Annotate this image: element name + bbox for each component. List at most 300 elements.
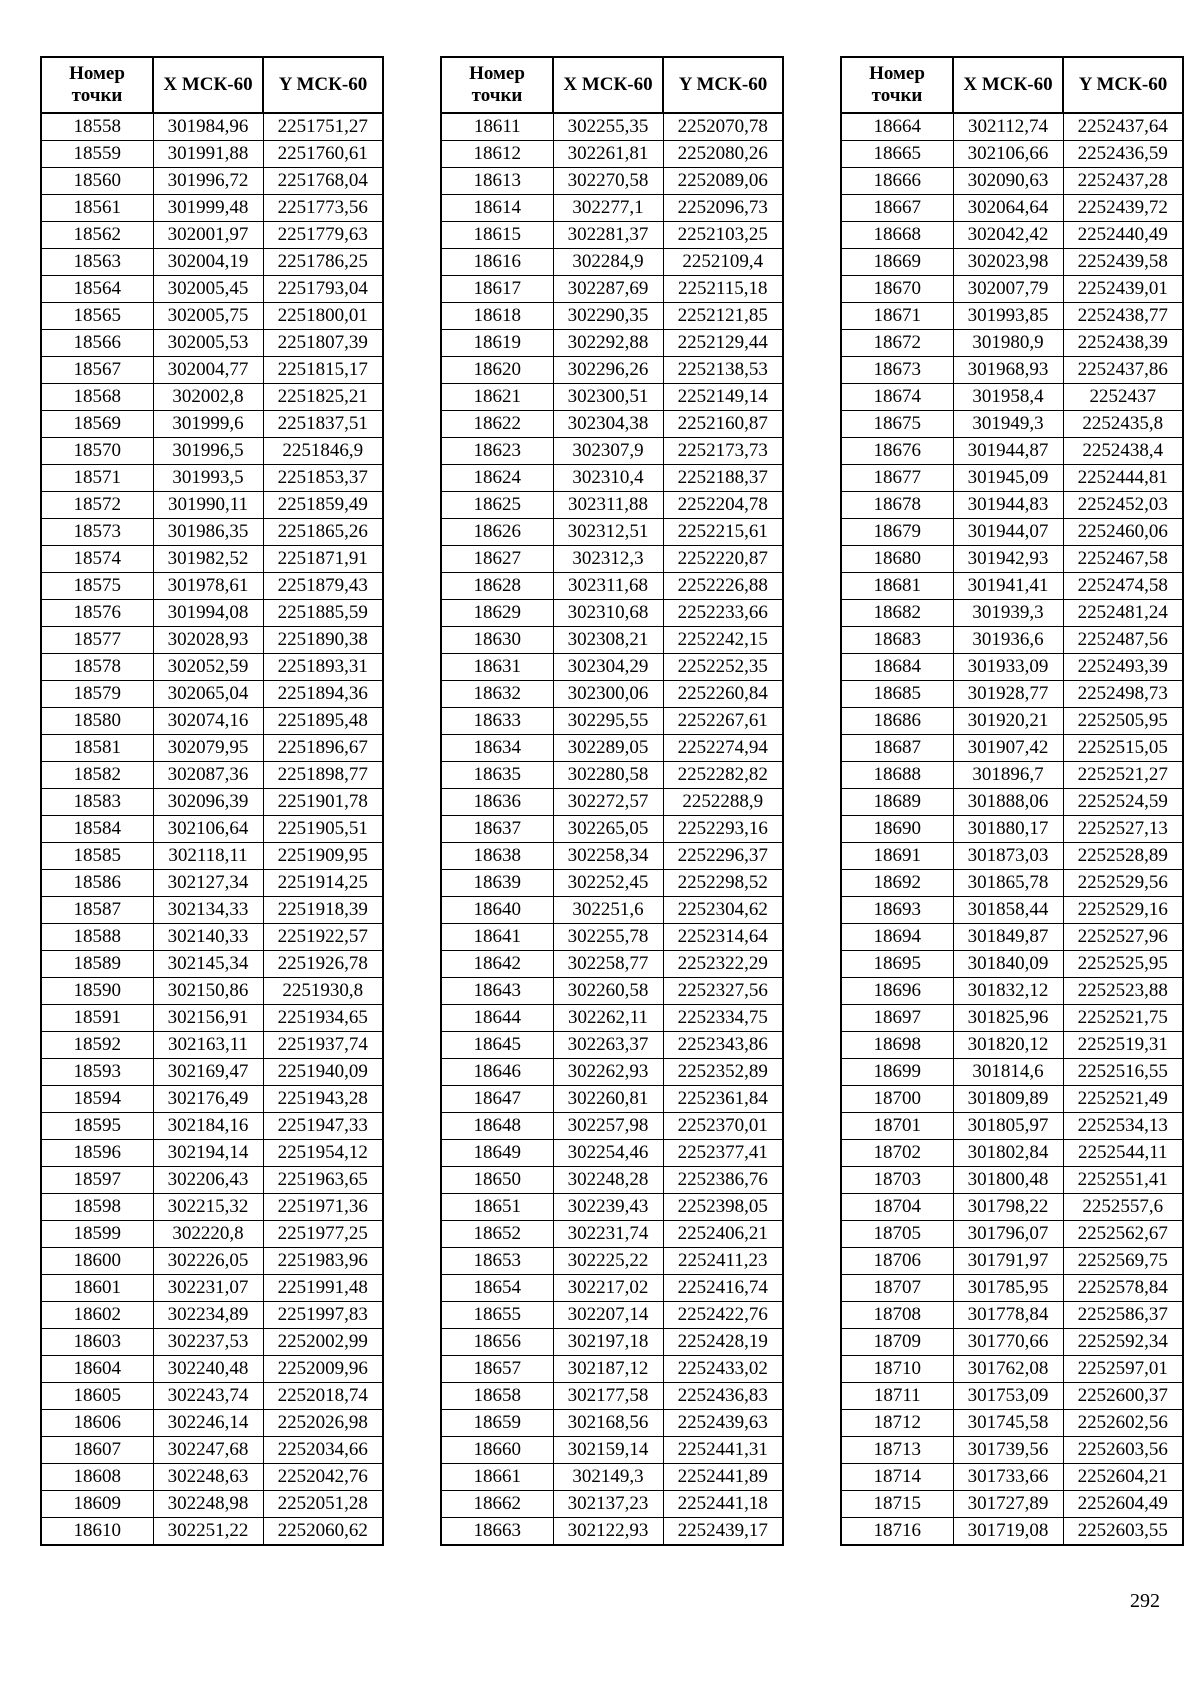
y-coordinate-cell: 2252204,78 (663, 492, 783, 519)
table-row (41, 789, 383, 816)
y-coordinate-cell: 2252002,99 (263, 1329, 383, 1356)
table-row (441, 870, 783, 897)
x-coordinate-cell: 302118,11 (153, 843, 263, 870)
point-number-cell: 18589 (41, 951, 153, 978)
y-coordinate-cell: 2252288,9 (663, 789, 783, 816)
header-point-number: Номер точки (841, 57, 953, 113)
point-number-cell: 18650 (441, 1167, 553, 1194)
x-coordinate-cell: 302225,22 (553, 1248, 663, 1275)
x-coordinate-cell: 302300,06 (553, 681, 663, 708)
header-x: X МСК-60 (553, 57, 663, 113)
point-number-cell: 18624 (441, 465, 553, 492)
point-number-cell: 18584 (41, 816, 153, 843)
x-coordinate-cell: 302042,42 (953, 222, 1063, 249)
point-number-cell: 18636 (441, 789, 553, 816)
point-number-cell: 18594 (41, 1086, 153, 1113)
x-coordinate-cell: 301791,97 (953, 1248, 1063, 1275)
point-number-cell: 18697 (841, 1005, 953, 1032)
y-coordinate-cell: 2251896,67 (263, 735, 383, 762)
x-coordinate-cell: 302226,05 (153, 1248, 263, 1275)
y-coordinate-cell: 2252569,75 (1063, 1248, 1183, 1275)
point-number-cell: 18617 (441, 276, 553, 303)
y-coordinate-cell: 2252534,13 (1063, 1113, 1183, 1140)
x-coordinate-cell: 302106,66 (953, 141, 1063, 168)
point-number-cell: 18649 (441, 1140, 553, 1167)
table-row (441, 843, 783, 870)
table-row (441, 951, 783, 978)
y-coordinate-cell: 2251890,38 (263, 627, 383, 654)
x-coordinate-cell: 302163,11 (153, 1032, 263, 1059)
point-number-cell: 18628 (441, 573, 553, 600)
x-coordinate-cell: 302265,05 (553, 816, 663, 843)
point-number-cell: 18669 (841, 249, 953, 276)
x-coordinate-cell: 302169,47 (153, 1059, 263, 1086)
y-coordinate-cell: 2252138,53 (663, 357, 783, 384)
y-coordinate-cell: 2252274,94 (663, 735, 783, 762)
point-number-cell: 18590 (41, 978, 153, 1005)
point-number-cell: 18661 (441, 1464, 553, 1491)
table-row (41, 897, 383, 924)
y-coordinate-cell: 2252322,29 (663, 951, 783, 978)
y-coordinate-cell: 2252562,67 (1063, 1221, 1183, 1248)
table-row (841, 1410, 1183, 1437)
table-row (441, 330, 783, 357)
point-number-cell: 18622 (441, 411, 553, 438)
x-coordinate-cell: 301993,85 (953, 303, 1063, 330)
table-row (841, 195, 1183, 222)
point-number-cell: 18570 (41, 438, 153, 465)
point-number-cell: 18675 (841, 411, 953, 438)
table-row (441, 1275, 783, 1302)
point-number-cell: 18580 (41, 708, 153, 735)
point-number-cell: 18631 (441, 654, 553, 681)
point-number-cell: 18687 (841, 735, 953, 762)
x-coordinate-cell: 302312,3 (553, 546, 663, 573)
point-number-cell: 18677 (841, 465, 953, 492)
table-row (41, 1167, 383, 1194)
y-coordinate-cell: 2251779,63 (263, 222, 383, 249)
y-coordinate-cell: 2252252,35 (663, 654, 783, 681)
y-coordinate-cell: 2252436,59 (1063, 141, 1183, 168)
y-coordinate-cell: 2252441,89 (663, 1464, 783, 1491)
point-number-cell: 18633 (441, 708, 553, 735)
table-row (41, 1248, 383, 1275)
table-row (841, 1113, 1183, 1140)
y-coordinate-cell: 2252438,39 (1063, 330, 1183, 357)
point-number-cell: 18688 (841, 762, 953, 789)
point-number-cell: 18572 (41, 492, 153, 519)
table-row (41, 1356, 383, 1383)
y-coordinate-cell: 2252437,64 (1063, 113, 1183, 141)
point-number-cell: 18695 (841, 951, 953, 978)
y-coordinate-cell: 2252089,06 (663, 168, 783, 195)
table-row (841, 1086, 1183, 1113)
table-row (41, 600, 383, 627)
point-number-cell: 18604 (41, 1356, 153, 1383)
point-number-cell: 18653 (441, 1248, 553, 1275)
point-number-cell: 18610 (41, 1518, 153, 1546)
y-coordinate-cell: 2252481,24 (1063, 600, 1183, 627)
point-number-cell: 18681 (841, 573, 953, 600)
x-coordinate-cell: 302184,16 (153, 1113, 263, 1140)
table-row (841, 1275, 1183, 1302)
point-number-cell: 18565 (41, 303, 153, 330)
y-coordinate-cell: 2251837,51 (263, 411, 383, 438)
table-row (441, 438, 783, 465)
point-number-cell: 18600 (41, 1248, 153, 1275)
table-row (441, 492, 783, 519)
y-coordinate-cell: 2252267,61 (663, 708, 783, 735)
y-coordinate-cell: 2251983,96 (263, 1248, 383, 1275)
y-coordinate-cell: 2252109,4 (663, 249, 783, 276)
table-row (841, 1518, 1183, 1546)
x-coordinate-cell: 302140,33 (153, 924, 263, 951)
point-number-cell: 18664 (841, 113, 953, 141)
table-row (441, 276, 783, 303)
table-row (41, 546, 383, 573)
header-y: Y МСК-60 (263, 57, 383, 113)
y-coordinate-cell: 2252525,95 (1063, 951, 1183, 978)
table-row (441, 1005, 783, 1032)
table-row (41, 249, 383, 276)
y-coordinate-cell: 2251905,51 (263, 816, 383, 843)
table-row (441, 762, 783, 789)
x-coordinate-cell: 302252,45 (553, 870, 663, 897)
y-coordinate-cell: 2251859,49 (263, 492, 383, 519)
header-point-number: Номер точки (41, 57, 153, 113)
x-coordinate-cell: 302304,29 (553, 654, 663, 681)
y-coordinate-cell: 2252428,19 (663, 1329, 783, 1356)
point-number-cell: 18612 (441, 141, 553, 168)
table-row (841, 951, 1183, 978)
x-coordinate-cell: 302005,45 (153, 276, 263, 303)
point-number-cell: 18676 (841, 438, 953, 465)
x-coordinate-cell: 302246,14 (153, 1410, 263, 1437)
table-row (41, 978, 383, 1005)
point-number-cell: 18652 (441, 1221, 553, 1248)
y-coordinate-cell: 2252527,13 (1063, 816, 1183, 843)
y-coordinate-cell: 2251909,95 (263, 843, 383, 870)
point-number-cell: 18660 (441, 1437, 553, 1464)
y-coordinate-cell: 2251926,78 (263, 951, 383, 978)
x-coordinate-cell: 302052,59 (153, 654, 263, 681)
table-row (441, 113, 783, 141)
y-coordinate-cell: 2252422,76 (663, 1302, 783, 1329)
point-number-cell: 18632 (441, 681, 553, 708)
x-coordinate-cell: 302149,3 (553, 1464, 663, 1491)
table-row (41, 1086, 383, 1113)
x-coordinate-cell: 301800,48 (953, 1167, 1063, 1194)
y-coordinate-cell: 2252343,86 (663, 1032, 783, 1059)
table-row (41, 357, 383, 384)
x-coordinate-cell: 302007,79 (953, 276, 1063, 303)
point-number-cell: 18657 (441, 1356, 553, 1383)
y-coordinate-cell: 2252551,41 (1063, 1167, 1183, 1194)
table-row (841, 843, 1183, 870)
table-row (841, 1302, 1183, 1329)
point-number-cell: 18670 (841, 276, 953, 303)
x-coordinate-cell: 302005,75 (153, 303, 263, 330)
point-number-cell: 18679 (841, 519, 953, 546)
point-number-cell: 18639 (441, 870, 553, 897)
table-row (41, 1059, 383, 1086)
point-number-cell: 18625 (441, 492, 553, 519)
table-row (41, 276, 383, 303)
x-coordinate-cell: 301880,17 (953, 816, 1063, 843)
page-number: 292 (1130, 1590, 1160, 1612)
x-coordinate-cell: 302284,9 (553, 249, 663, 276)
point-number-cell: 18680 (841, 546, 953, 573)
table-row (841, 384, 1183, 411)
x-coordinate-cell: 302263,37 (553, 1032, 663, 1059)
y-coordinate-cell: 2252505,95 (1063, 708, 1183, 735)
table-row (41, 1464, 383, 1491)
table-row (841, 222, 1183, 249)
y-coordinate-cell: 2252070,78 (663, 113, 783, 141)
table-row (841, 1491, 1183, 1518)
y-coordinate-cell: 2252334,75 (663, 1005, 783, 1032)
table-row (41, 573, 383, 600)
table-row (41, 1491, 383, 1518)
point-number-cell: 18603 (41, 1329, 153, 1356)
table-row (41, 1140, 383, 1167)
y-coordinate-cell: 2252009,96 (263, 1356, 383, 1383)
point-number-cell: 18708 (841, 1302, 953, 1329)
point-number-cell: 18692 (841, 870, 953, 897)
x-coordinate-cell: 301762,08 (953, 1356, 1063, 1383)
y-coordinate-cell: 2251807,39 (263, 330, 383, 357)
y-coordinate-cell: 2252498,73 (1063, 681, 1183, 708)
y-coordinate-cell: 2252460,06 (1063, 519, 1183, 546)
x-coordinate-cell: 302308,21 (553, 627, 663, 654)
x-coordinate-cell: 301832,12 (953, 978, 1063, 1005)
point-number-cell: 18634 (441, 735, 553, 762)
y-coordinate-cell: 2252026,98 (263, 1410, 383, 1437)
x-coordinate-cell: 301990,11 (153, 492, 263, 519)
x-coordinate-cell: 302248,28 (553, 1167, 663, 1194)
table-row (841, 438, 1183, 465)
y-coordinate-cell: 2252293,16 (663, 816, 783, 843)
point-number-cell: 18698 (841, 1032, 953, 1059)
point-number-cell: 18591 (41, 1005, 153, 1032)
x-coordinate-cell: 302176,49 (153, 1086, 263, 1113)
table-row (441, 1113, 783, 1140)
point-number-cell: 18646 (441, 1059, 553, 1086)
x-coordinate-cell: 301968,93 (953, 357, 1063, 384)
point-number-cell: 18645 (441, 1032, 553, 1059)
point-number-cell: 18641 (441, 924, 553, 951)
y-coordinate-cell: 2252440,49 (1063, 222, 1183, 249)
point-number-cell: 18574 (41, 546, 153, 573)
x-coordinate-cell: 301753,09 (953, 1383, 1063, 1410)
x-coordinate-cell: 302145,34 (153, 951, 263, 978)
table-row (841, 600, 1183, 627)
point-number-cell: 18609 (41, 1491, 153, 1518)
y-coordinate-cell: 2252438,77 (1063, 303, 1183, 330)
table-body (441, 113, 783, 1545)
point-number-cell: 18667 (841, 195, 953, 222)
y-coordinate-cell: 2252051,28 (263, 1491, 383, 1518)
table-row (841, 789, 1183, 816)
y-coordinate-cell: 2252226,88 (663, 573, 783, 600)
x-coordinate-cell: 301858,44 (953, 897, 1063, 924)
y-coordinate-cell: 2252386,76 (663, 1167, 783, 1194)
x-coordinate-cell: 302261,81 (553, 141, 663, 168)
x-coordinate-cell: 301798,22 (953, 1194, 1063, 1221)
point-number-cell: 18598 (41, 1194, 153, 1221)
x-coordinate-cell: 302065,04 (153, 681, 263, 708)
y-coordinate-cell: 2252439,58 (1063, 249, 1183, 276)
point-number-cell: 18567 (41, 357, 153, 384)
table-row (441, 168, 783, 195)
point-number-cell: 18630 (441, 627, 553, 654)
point-number-cell: 18647 (441, 1086, 553, 1113)
x-coordinate-cell: 302231,74 (553, 1221, 663, 1248)
x-coordinate-cell: 302234,89 (153, 1302, 263, 1329)
y-coordinate-cell: 2252060,62 (263, 1518, 383, 1546)
y-coordinate-cell: 2252474,58 (1063, 573, 1183, 600)
x-coordinate-cell: 301820,12 (953, 1032, 1063, 1059)
y-coordinate-cell: 2252398,05 (663, 1194, 783, 1221)
y-coordinate-cell: 2251901,78 (263, 789, 383, 816)
y-coordinate-cell: 2252042,76 (263, 1464, 383, 1491)
x-coordinate-cell: 301958,4 (953, 384, 1063, 411)
y-coordinate-cell: 2252242,15 (663, 627, 783, 654)
x-coordinate-cell: 301745,58 (953, 1410, 1063, 1437)
y-coordinate-cell: 2251751,27 (263, 113, 383, 141)
x-coordinate-cell: 301733,66 (953, 1464, 1063, 1491)
x-coordinate-cell: 301993,5 (153, 465, 263, 492)
point-number-cell: 18586 (41, 870, 153, 897)
point-number-cell: 18613 (441, 168, 553, 195)
y-coordinate-cell: 2252519,31 (1063, 1032, 1183, 1059)
y-coordinate-cell: 2252586,37 (1063, 1302, 1183, 1329)
y-coordinate-cell: 2252437,28 (1063, 168, 1183, 195)
table-row (441, 1383, 783, 1410)
point-number-cell: 18593 (41, 1059, 153, 1086)
x-coordinate-cell: 302251,6 (553, 897, 663, 924)
table-row (841, 465, 1183, 492)
x-coordinate-cell: 301933,09 (953, 654, 1063, 681)
x-coordinate-cell: 302248,98 (153, 1491, 263, 1518)
y-coordinate-cell: 2252437 (1063, 384, 1183, 411)
table-row (441, 789, 783, 816)
x-coordinate-cell: 302217,02 (553, 1275, 663, 1302)
x-coordinate-cell: 302239,43 (553, 1194, 663, 1221)
table-row (441, 195, 783, 222)
y-coordinate-cell: 2252188,37 (663, 465, 783, 492)
x-coordinate-cell: 301980,9 (953, 330, 1063, 357)
table-row (841, 735, 1183, 762)
table-row (841, 492, 1183, 519)
point-number-cell: 18655 (441, 1302, 553, 1329)
y-coordinate-cell: 2252493,39 (1063, 654, 1183, 681)
point-number-cell: 18682 (841, 600, 953, 627)
x-coordinate-cell: 302028,93 (153, 627, 263, 654)
x-coordinate-cell: 302187,12 (553, 1356, 663, 1383)
point-number-cell: 18690 (841, 816, 953, 843)
y-coordinate-cell: 2252528,89 (1063, 843, 1183, 870)
table-row (441, 141, 783, 168)
point-number-cell: 18582 (41, 762, 153, 789)
table-body (41, 113, 383, 1545)
y-coordinate-cell: 2251895,48 (263, 708, 383, 735)
table-row (841, 1329, 1183, 1356)
x-coordinate-cell: 302231,07 (153, 1275, 263, 1302)
table-row (41, 1113, 383, 1140)
x-coordinate-cell: 302090,63 (953, 168, 1063, 195)
table-row (841, 1437, 1183, 1464)
table-row (41, 654, 383, 681)
y-coordinate-cell: 2252096,73 (663, 195, 783, 222)
point-number-cell: 18689 (841, 789, 953, 816)
x-coordinate-cell: 302112,74 (953, 113, 1063, 141)
y-coordinate-cell: 2252529,16 (1063, 897, 1183, 924)
x-coordinate-cell: 302258,77 (553, 951, 663, 978)
table-row (841, 1383, 1183, 1410)
x-coordinate-cell: 302311,88 (553, 492, 663, 519)
y-coordinate-cell: 2251871,91 (263, 546, 383, 573)
point-number-cell: 18606 (41, 1410, 153, 1437)
y-coordinate-cell: 2252018,74 (263, 1383, 383, 1410)
x-coordinate-cell: 302295,55 (553, 708, 663, 735)
table-row (41, 438, 383, 465)
y-coordinate-cell: 2252296,37 (663, 843, 783, 870)
x-coordinate-cell: 302004,77 (153, 357, 263, 384)
point-number-cell: 18702 (841, 1140, 953, 1167)
x-coordinate-cell: 302247,68 (153, 1437, 263, 1464)
table-row (41, 1383, 383, 1410)
x-coordinate-cell: 302002,8 (153, 384, 263, 411)
point-number-cell: 18713 (841, 1437, 953, 1464)
coordinates-table-2 (440, 56, 784, 1546)
table-row (441, 1437, 783, 1464)
x-coordinate-cell: 302277,1 (553, 195, 663, 222)
x-coordinate-cell: 302004,19 (153, 249, 263, 276)
point-number-cell: 18614 (441, 195, 553, 222)
y-coordinate-cell: 2252604,49 (1063, 1491, 1183, 1518)
table-row (41, 735, 383, 762)
y-coordinate-cell: 2251825,21 (263, 384, 383, 411)
point-number-cell: 18561 (41, 195, 153, 222)
table-row (41, 951, 383, 978)
point-number-cell: 18626 (441, 519, 553, 546)
y-coordinate-cell: 2252327,56 (663, 978, 783, 1005)
table-row (41, 1437, 383, 1464)
table-row (441, 1140, 783, 1167)
x-coordinate-cell: 301994,08 (153, 600, 263, 627)
y-coordinate-cell: 2252452,03 (1063, 492, 1183, 519)
x-coordinate-cell: 302255,78 (553, 924, 663, 951)
y-coordinate-cell: 2251971,36 (263, 1194, 383, 1221)
point-number-cell: 18607 (41, 1437, 153, 1464)
x-coordinate-cell: 302240,48 (153, 1356, 263, 1383)
point-number-cell: 18583 (41, 789, 153, 816)
point-number-cell: 18564 (41, 276, 153, 303)
y-coordinate-cell: 2252411,23 (663, 1248, 783, 1275)
table-row (841, 1140, 1183, 1167)
point-number-cell: 18573 (41, 519, 153, 546)
y-coordinate-cell: 2252604,21 (1063, 1464, 1183, 1491)
table-body (841, 113, 1183, 1545)
point-number-cell: 18581 (41, 735, 153, 762)
y-coordinate-cell: 2252129,44 (663, 330, 783, 357)
y-coordinate-cell: 2252406,21 (663, 1221, 783, 1248)
point-number-cell: 18704 (841, 1194, 953, 1221)
x-coordinate-cell: 301999,6 (153, 411, 263, 438)
header-point-number: Номер точки (441, 57, 553, 113)
point-number-cell: 18629 (441, 600, 553, 627)
